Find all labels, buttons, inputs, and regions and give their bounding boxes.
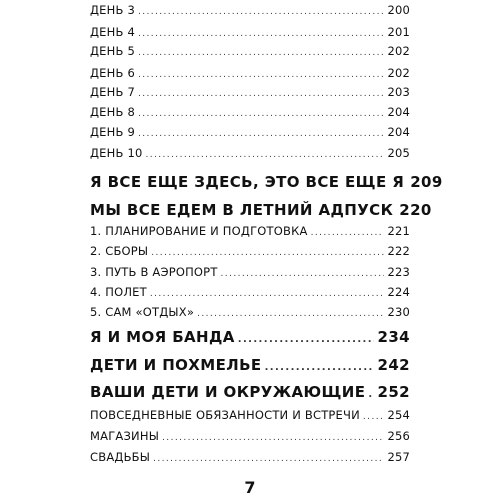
- toc-entry-page: 234: [377, 328, 410, 346]
- dot-leader: [368, 389, 374, 400]
- toc-chapter: [90, 383, 410, 401]
- dot-leader: [138, 29, 384, 39]
- toc-entry-title: ДЕНЬ 3: [90, 3, 135, 17]
- toc-entry-page: 220: [399, 201, 432, 219]
- toc-entry-page: 256: [387, 429, 410, 443]
- dot-leader: [150, 289, 385, 299]
- toc-entry: [90, 244, 410, 258]
- toc-entry: [90, 25, 410, 39]
- toc-entry-page: 204: [387, 105, 410, 119]
- toc-entry-page: 223: [387, 265, 410, 279]
- toc-chapter: [90, 173, 443, 191]
- dot-leader: [162, 433, 384, 443]
- toc-entry-page: 222: [387, 244, 410, 258]
- dot-leader: [138, 89, 384, 99]
- toc-entry: [90, 125, 410, 139]
- toc-entry-title: 4. ПОЛЕТ: [90, 285, 147, 299]
- toc-entry: [90, 85, 410, 99]
- toc-entry-title: Я И МОЯ БАНДА: [90, 328, 235, 346]
- toc-entry-page: 204: [387, 125, 410, 139]
- toc-entry: [90, 265, 410, 279]
- dot-leader: [153, 454, 384, 464]
- toc-entry: [90, 44, 410, 58]
- dot-leader: [221, 269, 385, 279]
- toc-entry-title: ДЕТИ И ПОХМЕЛЬЕ: [90, 356, 262, 374]
- toc-chapter: [90, 356, 410, 374]
- dot-leader: [197, 309, 384, 319]
- toc-entry-page: 202: [387, 66, 410, 80]
- dot-leader: [138, 7, 384, 17]
- toc-chapter: [90, 328, 410, 346]
- toc-entry-page: 203: [387, 85, 410, 99]
- toc-entry-page: 221: [387, 224, 410, 238]
- toc-entry-title: МЫ ВСЕ ЕДЕМ В ЛЕТНИЙ АДПУСК: [90, 201, 394, 219]
- toc-entry: [90, 3, 410, 17]
- toc-entry-page: 230: [387, 305, 410, 319]
- dot-leader: [238, 334, 375, 345]
- toc-entry-page: 257: [387, 450, 410, 464]
- toc-entry-title: ПОВСЕДНЕВНЫЕ ОБЯЗАННОСТИ И ВСТРЕЧИ: [90, 408, 360, 422]
- dot-leader: [265, 362, 375, 373]
- toc-entry-title: ДЕНЬ 9: [90, 125, 135, 139]
- toc-entry-page: 252: [377, 383, 410, 401]
- toc-entry: [90, 285, 410, 299]
- toc-entry: [90, 146, 410, 160]
- toc-entry-page: 254: [387, 408, 410, 422]
- dot-leader: [363, 412, 385, 422]
- dot-leader: [138, 70, 384, 80]
- toc-entry-title: 3. ПУТЬ В АЭРОПОРТ: [90, 265, 218, 279]
- toc-entry-title: ДЕНЬ 4: [90, 25, 135, 39]
- toc-entry-title: ДЕНЬ 5: [90, 44, 135, 58]
- toc-entry-title: 5. САМ «ОТДЫХ»: [90, 305, 195, 319]
- toc-entry-page: 200: [387, 3, 410, 17]
- toc-entry: [90, 429, 410, 443]
- dot-leader: [138, 109, 384, 119]
- toc-entry-title: ВАШИ ДЕТИ И ОКРУЖАЮЩИЕ: [90, 383, 366, 401]
- toc-entry-title: Я ВСЕ ЕЩЕ ЗДЕСЬ, ЭТО ВСЕ ЕЩЕ Я: [90, 173, 405, 191]
- toc-entry-page: 242: [377, 356, 410, 374]
- dot-leader: [151, 248, 384, 258]
- toc-entry-title: ДЕНЬ 10: [90, 146, 143, 160]
- toc-entry-title: 2. СБОРЫ: [90, 244, 149, 258]
- toc-entry: [90, 450, 410, 464]
- toc-entry-page: 202: [387, 44, 410, 58]
- toc-entry-page: 205: [387, 146, 410, 160]
- toc-entry-page: 209: [410, 173, 443, 191]
- toc-entry-page: 224: [387, 285, 410, 299]
- toc-entry: [90, 408, 410, 422]
- dot-leader: [145, 150, 384, 160]
- toc-entry-title: СВАДЬБЫ: [90, 450, 151, 464]
- toc-entry-title: ДЕНЬ 6: [90, 66, 135, 80]
- toc-entry: [90, 305, 410, 319]
- toc-entry: [90, 105, 410, 119]
- dot-leader: [311, 228, 385, 238]
- toc-entry: [90, 66, 410, 80]
- toc-entry-title: 1. ПЛАНИРОВАНИЕ И ПОДГОТОВКА: [90, 224, 308, 238]
- toc-entry-title: МАГАЗИНЫ: [90, 429, 160, 443]
- toc-entry-page: 201: [387, 25, 410, 39]
- dot-leader: [138, 48, 384, 58]
- toc-entry-title: ДЕНЬ 7: [90, 85, 135, 99]
- toc-chapter: [90, 201, 432, 219]
- page-number: 7: [244, 478, 256, 497]
- toc-entry-title: ДЕНЬ 8: [90, 105, 135, 119]
- dot-leader: [138, 129, 384, 139]
- toc-entry: [90, 224, 410, 238]
